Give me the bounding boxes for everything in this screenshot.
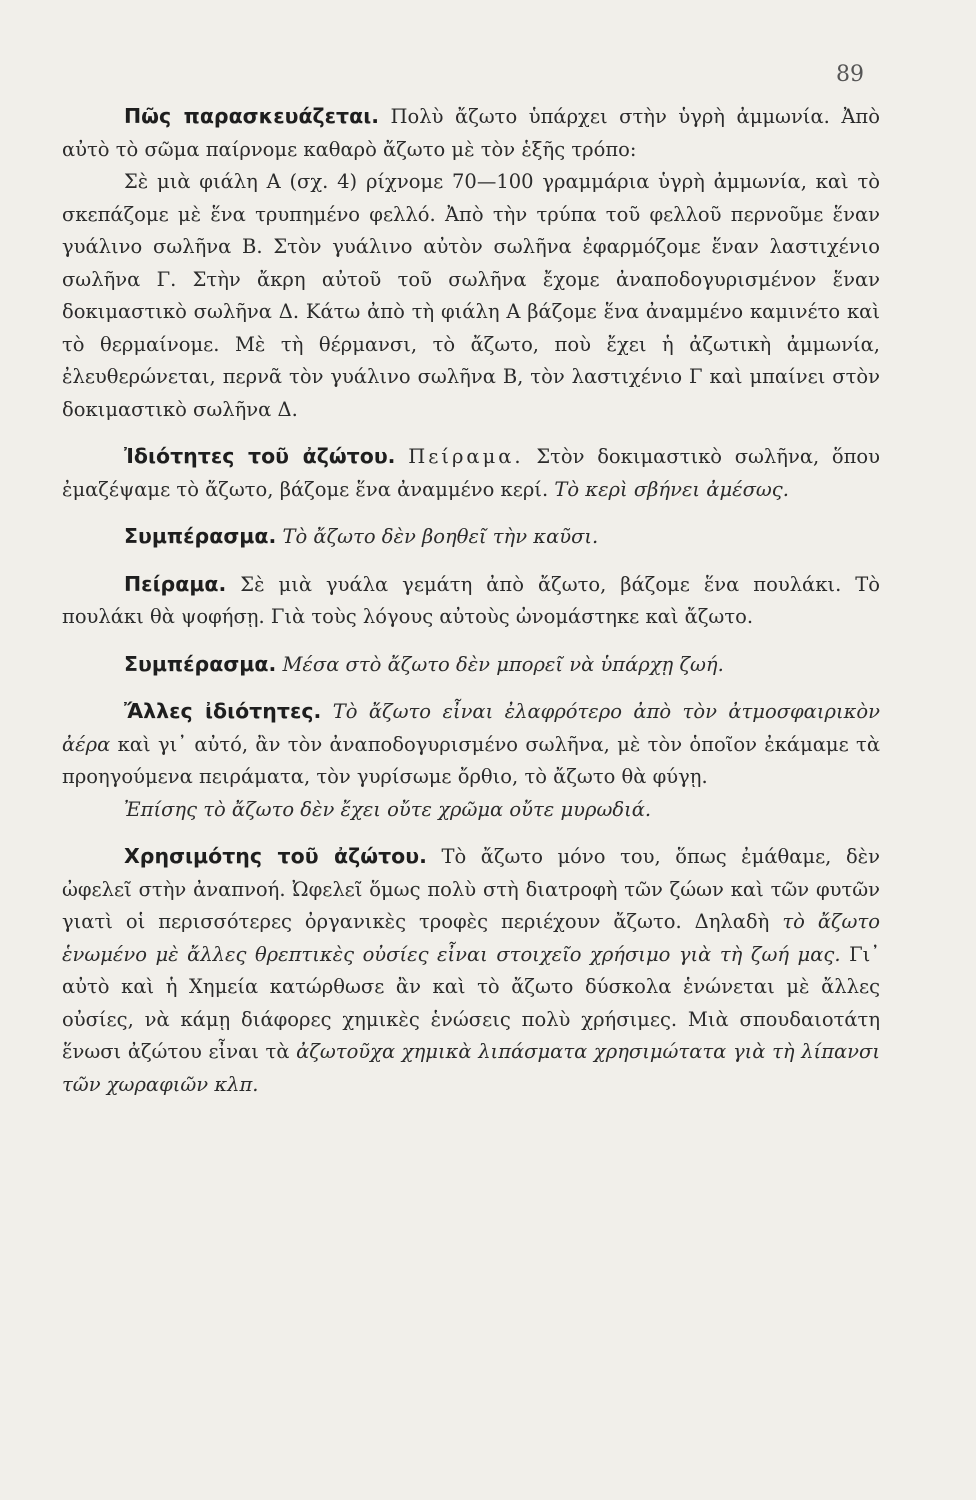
section-conclusion-2	[62, 648, 880, 682]
heading-experiment: Πείραμα.	[124, 571, 227, 596]
section-usefulness	[62, 840, 880, 1101]
italic-text: Τὸ ἄζωτο δὲν βοηθεῖ τὴν καῦσι.	[282, 525, 599, 548]
section-experiment-2	[62, 568, 880, 634]
paragraph-text: Τὸ ἄζωτο μόνο του, ὅπως ἐμάθαμε, δὲν ὠφελεῖ στὴν ἀναπνοή. Ὠφελεῖ ὅμως πολὺ στὴ διατροφὴ τῶν ζώων καὶ τῶν φυτῶν γιατὶ οἱ περισσότερες ὀργανικὲς τροφὲς περιέχουν ἄζωτο. Δηλαδὴ	[62, 845, 880, 933]
section-conclusion-1	[62, 520, 880, 554]
italic-text: Τὸ κερὶ σβήνει ἀμέσως.	[554, 477, 789, 501]
section-other-properties	[62, 695, 880, 794]
paragraph-text: Σὲ μιὰ γυάλα γεμάτη ἀπὸ ἄζωτο, βάζομε ἕνα πουλάκι. Τὸ πουλάκι θὰ ψοφήσῃ. Γιὰ τοὺς λόγους αὐτοὺς ὠνομάστηκε καὶ ἄζωτο.	[62, 572, 880, 628]
italic-text: τὸ ἄζωτο ἑνωμένο μὲ ἄλλες θρεπτικὲς οὐσίες εἶναι στοιχεῖο χρήσιμο γιὰ τὴ ζωή μας.	[62, 910, 880, 966]
heading-usefulness: Χρησιμότης τοῦ ἀζώτου.	[124, 844, 427, 868]
experiment-label: Πείραμα.	[408, 445, 524, 468]
paragraph-text: Στὸν δοκιμαστικὸ σωλῆνα, ὅπου ἐμαζέψαμε τὸ ἄζωτο, βάζομε ἕνα ἀναμμένο κερί.	[62, 445, 881, 501]
paragraph-procedure	[62, 166, 880, 426]
paragraph-text: καὶ γι᾿ αὐτό, ἂν τὸν ἀναποδογυρισμένο σωλῆνα, μὲ τὸν ὁποῖον ἐκάμαμε τὰ προηγούμενα πειράματα, τὸν γυρίσωμε ὄρθιο, τὸ ἄζωτο θὰ φύγῃ.	[62, 732, 880, 788]
paragraph-text: Πολὺ ἄζωτο ὑπάρχει στὴν ὑγρὴ ἀμμωνία. Ἀπὸ αὐτὸ τὸ σῶμα παίρνομε καθαρὸ ἄζωτο μὲ τὸν ἑξῆς τρόπο:	[62, 105, 880, 161]
section-properties	[62, 440, 880, 506]
page-body	[62, 100, 880, 1101]
paragraph-color-smell	[62, 794, 880, 827]
heading-other-properties: Ἄλλες ἰδιότητες.	[124, 699, 322, 723]
italic-text: Τὸ ἄζωτο εἶναι ἐλαφρότερο ἀπὸ τὸν ἀτμοσφαιρικὸν ἀέρα	[62, 700, 880, 756]
page-number: 89	[836, 62, 864, 87]
italic-text: Ἐπίσης τὸ ἄζωτο δὲν ἔχει οὔτε χρῶμα οὔτε μυρωδιά.	[124, 797, 652, 821]
heading-preparation: Πῶς παρασκευάζεται.	[124, 104, 379, 128]
section-preparation	[62, 100, 880, 166]
heading-properties: Ἰδιότητες τοῦ ἀζώτου.	[124, 444, 396, 468]
heading-conclusion: Συμπέρασμα.	[124, 524, 277, 548]
paragraph-text: Γι᾿ αὐτὸ καὶ ἡ Χημεία κατώρθωσε ἂν καὶ τὸ ἄζωτο δύσκολα ἑνώνεται μὲ ἄλλες οὐσίες, νὰ κάμῃ διάφορες χημικὲς ἑνώσεις πολὺ χρήσιμες. Μιὰ σπουδαιοτάτη ἕνωσι ἀζώτου εἶναι τὰ	[62, 942, 880, 1063]
heading-conclusion: Συμπέρασμα.	[124, 651, 277, 676]
paragraph-text: Σὲ μιὰ φιάλη Α (σχ. 4) ρίχνομε 70—100 γραμμάρια ὑγρὴ ἀμμωνία, καὶ τὸ σκεπάζομε μὲ ἕνα τρυπημένο φελλό. Ἀπὸ τὴν τρύπα τοῦ φελλοῦ περνοῦμε ἕναν γυάλινο σωλῆνα Β. Στὸν γυάλινο αὐτὸν σωλῆνα ἐφαρμόζομε ἕναν λαστιχένιο σωλῆνα Γ. Στὴν ἄκρη αὐτοῦ τοῦ σωλῆνα ἔχομε ἀναποδογυρισμένον ἕναν δοκιμαστικὸ σωλῆνα Δ. Κάτω ἀπὸ τὴ φιάλη Α βάζομε ἕνα ἀναμμένο καμινέτο καὶ τὸ θερμαίνομε. Μὲ τὴ θέρμανσι, τὸ ἄζωτο, ποὺ ἔχει ἡ ἀζωτικὴ ἀμμωνία, ἐλευθερώνεται, περνᾶ τὸν γυάλινο σωλῆνα Β, τὸν λαστιχένιο Γ καὶ μπαίνει στὸν δοκιμαστικὸ σωλῆνα Δ.	[62, 170, 880, 421]
italic-text: Μέσα στὸ ἄζωτο δὲν μπορεῖ νὰ ὑπάρχῃ ζωή.	[282, 652, 724, 676]
italic-text: ἀζωτοῦχα χημικὰ λιπάσματα χρησιμώτατα γιὰ τὴ λίπανσι τῶν χωραφιῶν κλπ.	[62, 1040, 880, 1096]
